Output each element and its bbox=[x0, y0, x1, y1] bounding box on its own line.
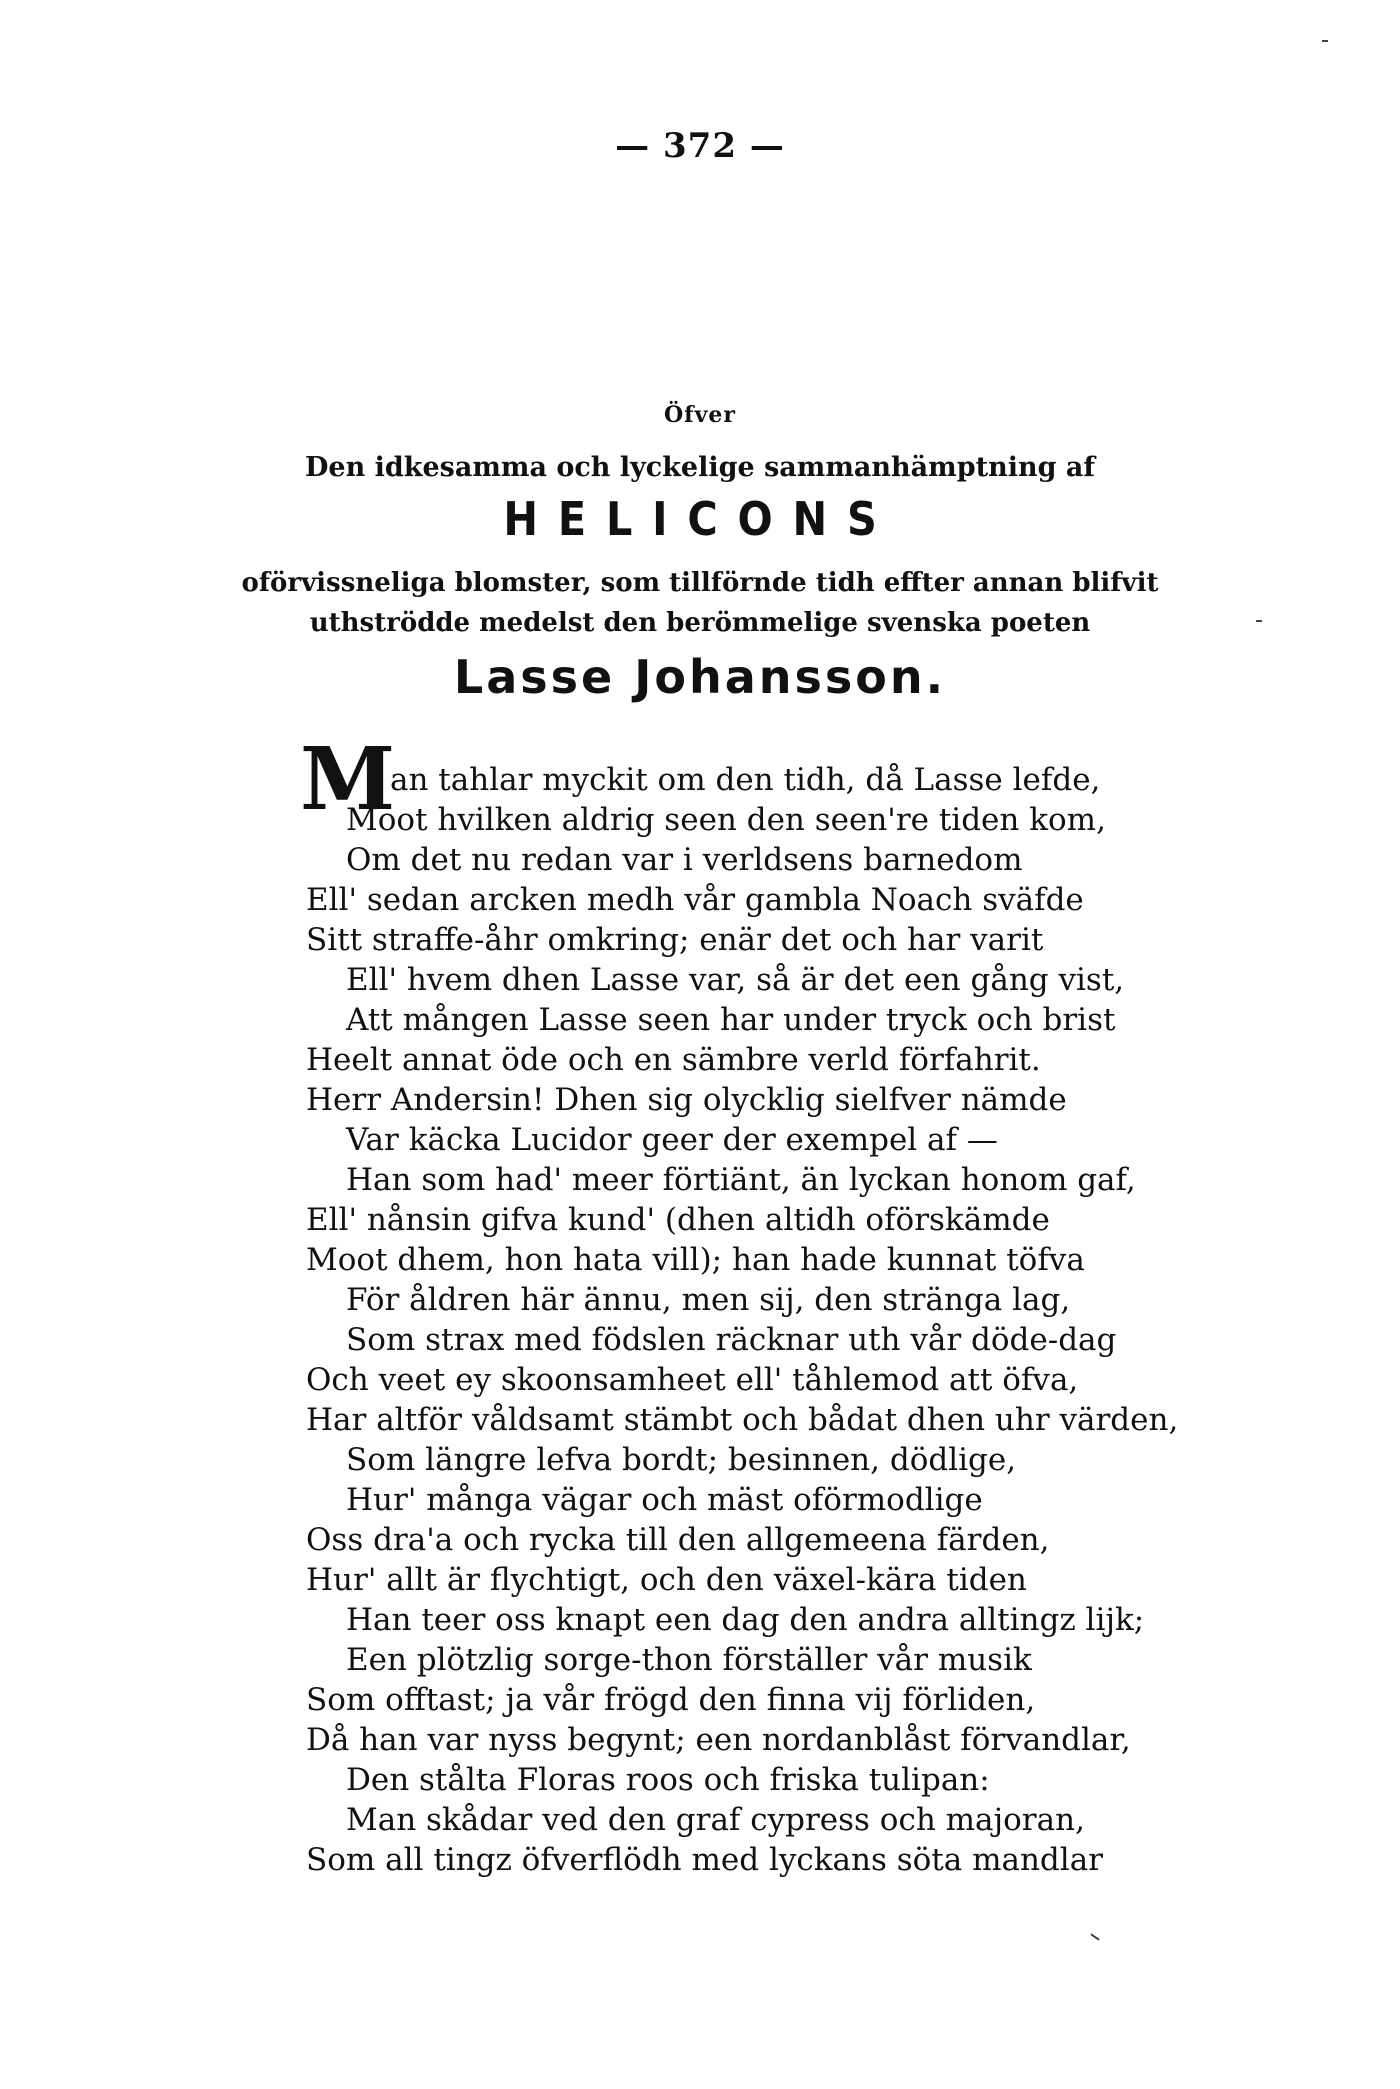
poem-line: Som all tingz öfverflödh med lyckans söta mandlar bbox=[306, 1842, 1103, 1878]
ink-speck bbox=[1256, 620, 1262, 622]
poem-line: Att mången Lasse seen har under tryck och brist bbox=[346, 1002, 1116, 1038]
poem-line: Moot dhem, hon hata vill); han hade kunnat töfva bbox=[306, 1242, 1085, 1278]
poem-line: Då han var nyss begynt; een nordanblåst förvandlar, bbox=[306, 1722, 1131, 1758]
heading-line-2: oförvissneliga blomster, som tillförnde tidh effter annan blifvit bbox=[241, 568, 1159, 598]
poem-line: Om det nu redan var i verldsens barnedom bbox=[346, 842, 1023, 878]
poem-line: Moot hvilken aldrig seen den seen're tiden kom, bbox=[346, 802, 1106, 838]
heading-line-1: Den idkesamma och lyckelige sammanhämptning af bbox=[304, 452, 1095, 483]
poem-line: Var käcka Lucidor geer der exempel af — bbox=[346, 1122, 998, 1158]
poem-line: Som längre lefva bordt; besinnen, dödlige, bbox=[346, 1442, 1017, 1478]
poem-line: Oss dra'a och rycka till den allgemeena färden, bbox=[306, 1522, 1050, 1558]
poem-line: Ell' hvem dhen Lasse var, så är det een gång vist, bbox=[346, 962, 1125, 998]
poem-line: Som strax med födslen räcknar uth vår döde-dag bbox=[346, 1322, 1117, 1358]
poem-line: Ell' sedan arcken medh vår gambla Noach sväfde bbox=[306, 882, 1084, 918]
heading-over: Öfver bbox=[664, 402, 736, 428]
poem-line: Och veet ey skoonsamheet ell' tåhlemod att öfva, bbox=[306, 1362, 1079, 1398]
poem-line: Ell' nånsin gifva kund' (dhen altidh oförskämde bbox=[306, 1202, 1050, 1238]
poem-line: Har altför våldsamt stämbt och bådat dhen uhr värden, bbox=[306, 1402, 1179, 1438]
heading-title: HELICONS bbox=[503, 492, 897, 546]
poem-line: Man skådar ved den graf cypress och majoran, bbox=[346, 1802, 1085, 1838]
heading-line-3: uthströdde medelst den berömmelige svenska poeten bbox=[309, 608, 1091, 638]
poem-drop-cap: M bbox=[300, 729, 396, 830]
heading-author: Lasse Johansson. bbox=[453, 650, 947, 704]
poem-line: Som offtast; ja vår frögd den finna vij förliden, bbox=[306, 1682, 1036, 1718]
poem-line: Hur' många vägar och mäst oförmodlige bbox=[346, 1482, 983, 1518]
page-number: — 372 — bbox=[615, 126, 785, 166]
poem-line: Han som had' meer förtiänt, än lyckan honom gaf, bbox=[346, 1162, 1136, 1198]
poem-line: Heelt annat öde och en sämbre verld förfahrit. bbox=[306, 1042, 1041, 1078]
ink-speck bbox=[1322, 40, 1328, 42]
poem-line: Den stålta Floras roos och friska tulipan: bbox=[346, 1762, 990, 1798]
poem-line: Herr Andersin! Dhen sig olycklig sielfver nämde bbox=[306, 1082, 1067, 1118]
poem-line: För åldren här ännu, men sij, den stränga lag, bbox=[346, 1282, 1071, 1318]
poem-line: Hur' allt är flychtigt, och den växel-kära tiden bbox=[306, 1562, 1027, 1598]
poem-line: Sitt straffe-åhr omkring; enär det och har varit bbox=[306, 922, 1044, 958]
poem-line: Han teer oss knapt een dag den andra alltingz lijk; bbox=[346, 1602, 1145, 1638]
ink-speck bbox=[1090, 1933, 1099, 1940]
poem-line: Een plötzlig sorge-thon förställer vår musik bbox=[346, 1642, 1032, 1678]
poem-line: an tahlar myckit om den tidh, då Lasse lefde, bbox=[390, 762, 1101, 798]
